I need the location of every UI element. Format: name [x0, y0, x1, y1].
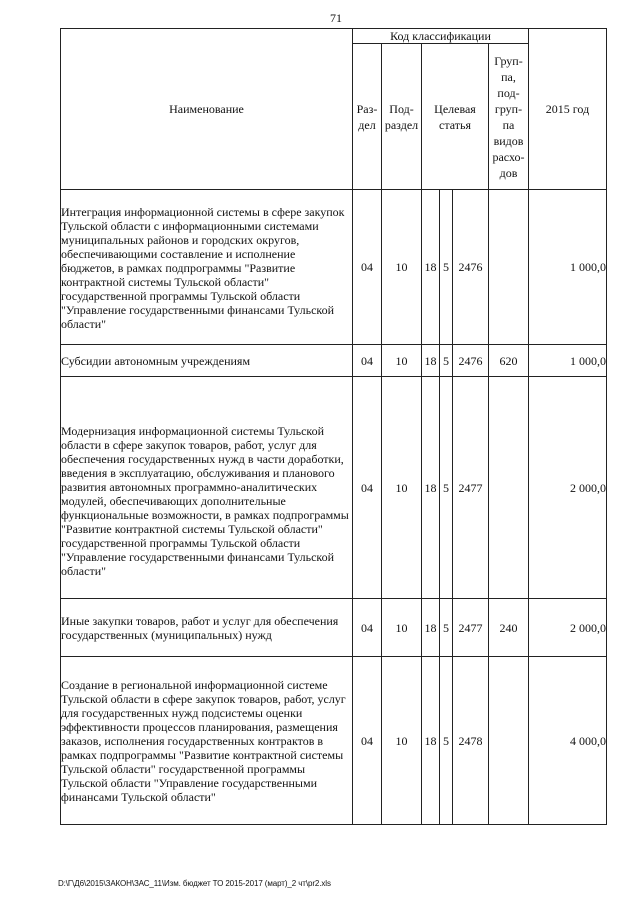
header-subsection: Под- раздел: [382, 44, 422, 190]
row-ts2: 5: [440, 377, 453, 599]
row-section: 04: [353, 190, 382, 345]
row-ts2: 5: [440, 190, 453, 345]
header-classification: Код классификации: [353, 29, 529, 44]
header-section: Раз- дел: [353, 44, 382, 190]
row-ts3: 2478: [453, 657, 489, 825]
row-amount: 1 000,0: [529, 190, 607, 345]
header-year: 2015 год: [529, 29, 607, 190]
row-section: 04: [353, 377, 382, 599]
budget-table: [60, 28, 607, 825]
header-name: Наименование: [61, 29, 353, 190]
row-ts3: 2476: [453, 190, 489, 345]
row-ts3: 2476: [453, 345, 489, 377]
row-name: Субсидии автономным учреждениям: [61, 345, 353, 377]
row-ts3: 2477: [453, 599, 489, 657]
table-row: [61, 190, 607, 345]
table-row: [61, 345, 607, 377]
row-section: 04: [353, 345, 382, 377]
row-amount: 2 000,0: [529, 599, 607, 657]
row-amount: 1 000,0: [529, 345, 607, 377]
row-ts2: 5: [440, 345, 453, 377]
row-name: Иные закупки товаров, работ и услуг для обеспечения государственных (муниципальных) нужд: [61, 599, 353, 657]
row-group: [489, 190, 529, 345]
row-amount: 2 000,0: [529, 377, 607, 599]
row-ts3: 2477: [453, 377, 489, 599]
header-target-article: Целевая статья: [422, 44, 489, 190]
row-group: 620: [489, 345, 529, 377]
row-amount: 4 000,0: [529, 657, 607, 825]
row-ts1: 18: [422, 377, 440, 599]
row-ts1: 18: [422, 345, 440, 377]
row-name: Интеграция информационной системы в сфере закупок Тульской области с информационными системами муниципальных районов и городских округов, обеспечивающими составление и исполнение бюджетов, в рамках подпрограммы "Развитие контрактной системы Тульской области" государственной программы Тульской области "Управление государственными финансами Тульской области": [61, 190, 353, 345]
row-ts2: 5: [440, 657, 453, 825]
table-row: [61, 599, 607, 657]
row-ts1: 18: [422, 190, 440, 345]
row-subsection: 10: [382, 345, 422, 377]
row-name: Модернизация информационной системы Тульской области в сфере закупок товаров, работ, услуг для обеспечения государственных нужд в части доработки, введения в эксплуатацию, обслуживания и планового развития автономных программно-аналитических модулей, обеспечивающих дополнительные функциональные возможности, в рамках подпрограммы "Развитие контрактной системы Тульской области" государственной программы Тульской области "Управление государственными финансами Тульской области": [61, 377, 353, 599]
row-section: 04: [353, 657, 382, 825]
header-expense-group: Груп- па, под- груп- па видов расхо- дов: [489, 44, 529, 190]
row-subsection: 10: [382, 377, 422, 599]
row-ts1: 18: [422, 657, 440, 825]
table-row: [61, 657, 607, 825]
row-ts2: 5: [440, 599, 453, 657]
row-subsection: 10: [382, 190, 422, 345]
row-subsection: 10: [382, 599, 422, 657]
row-name: Создание в региональной информационной системе Тульской области в сфере закупок товаров, работ, услуг для государственных нужд подсистемы оценки эффективности процессов планирования, размещения заказов, исполнения государственных контрактов в рамках подпрограммы "Развитие контрактной системы Тульской области" государственной программы Тульской области "Управление государственными финансами Тульской области": [61, 657, 353, 825]
page-number: 71: [330, 11, 342, 25]
row-group: 240: [489, 599, 529, 657]
row-subsection: 10: [382, 657, 422, 825]
row-group: [489, 657, 529, 825]
file-path-footer: D:\Г\Д6\2015\ЗАКОН\ЗАС_11\Изм. бюджет ТО 2015-2017 (март)_2 чт\pr2.xls: [58, 879, 331, 888]
row-ts1: 18: [422, 599, 440, 657]
row-section: 04: [353, 599, 382, 657]
row-group: [489, 377, 529, 599]
table-row: [61, 377, 607, 599]
